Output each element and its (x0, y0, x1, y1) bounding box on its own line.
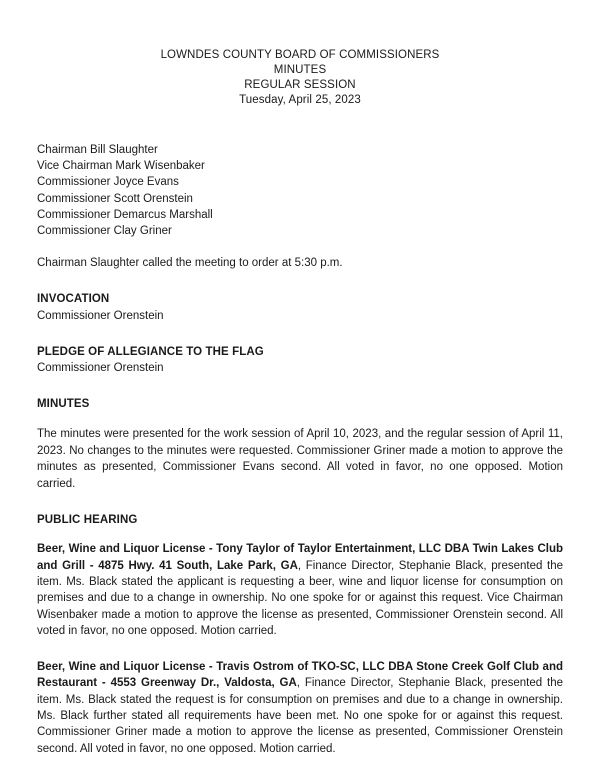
pledge-section (37, 344, 563, 376)
title-line-doctype: MINUTES (273, 64, 327, 76)
public-hearing-item-1 (37, 541, 563, 639)
call-to-order-line: Chairman Slaughter called the meeting to order at 5:30 p.m. (37, 257, 343, 270)
public-hearing-section (37, 512, 563, 757)
title-line-organization: LOWNDES COUNTY BOARD OF COMMISSIONERS (160, 49, 440, 61)
public-hearing-item-1-title: Beer, Wine and Liquor License - Tony Taylor of Taylor Entertainment, LLC DBA Twin Lakes Club and Grill - 4875 Hwy. 41 South, Lake Park, GA (37, 543, 563, 572)
attendee-chairman: Chairman Bill Slaughter (37, 144, 158, 156)
title-line-session: REGULAR SESSION (244, 79, 356, 91)
invocation-presenter: Commissioner Orenstein (37, 309, 164, 322)
pledge-heading: PLEDGE OF ALLEGIANCE TO THE FLAG (37, 345, 264, 358)
public-hearing-item-2 (37, 659, 563, 757)
invocation-heading: INVOCATION (37, 293, 110, 306)
minutes-section (37, 396, 563, 492)
public-hearing-item-2-title: Beer, Wine and Liquor License - Travis Ostrom of TKO-SC, LLC DBA Stone Creek Golf Club and Restaurant - 4553 Greenway Dr., Valdosta, GA (37, 660, 563, 690)
minutes-heading: MINUTES (37, 398, 90, 411)
attendee-commissioner-orenstein: Commissioner Scott Orenstein (37, 192, 193, 205)
attendee-commissioner-griner: Commissioner Clay Griner (37, 225, 172, 238)
public-hearing-item-2-body: , Finance Director, Stephanie Black, presented the item. Ms. Black stated the request is for consumption on premises and due to a change in ownership. Ms. Black further stated all requirements have been met. No one spoke for or against this request. Commissioner Griner made a motion to approve the license as presented, Commissioner Orenstein second. All voted in favor, no one opposed. Motion carried. (37, 677, 563, 755)
public-hearing-heading: PUBLIC HEARING (37, 514, 138, 527)
title-line-date: Tuesday, April 25, 2023 (239, 94, 361, 106)
attendee-vice-chairman: Vice Chairman Mark Wisenbaker (37, 160, 205, 173)
attendee-commissioner-evans: Commissioner Joyce Evans (37, 176, 179, 189)
public-hearing-item-1-body: , Finance Director, Stephanie Black, presented the item. Ms. Black stated the applicant is requesting a beer, wine and liquor license for consumption on premises and due to a change in ownership. No one spoke for or against this request. Vice Chairman Wisenbaker made a motion to approve the license as presented, Commissioner Orenstein second. All voted in favor, no one opposed. Motion carried. (37, 559, 564, 638)
attendee-commissioner-marshall: Commissioner Demarcus Marshall (37, 208, 213, 221)
attendee-list (37, 142, 563, 239)
document-title-block (37, 48, 563, 108)
minutes-paragraph: The minutes were presented for the work session of April 10, 2023, and the regular session of April 11, 2023. No changes to the minutes were requested. Commissioner Griner made a motion to approve the minutes as presented, Commissioner Evans second. All voted in favor, no one opposed. Motion carried. (37, 428, 563, 490)
invocation-section (37, 291, 563, 323)
pledge-presenter: Commissioner Orenstein (37, 362, 164, 375)
